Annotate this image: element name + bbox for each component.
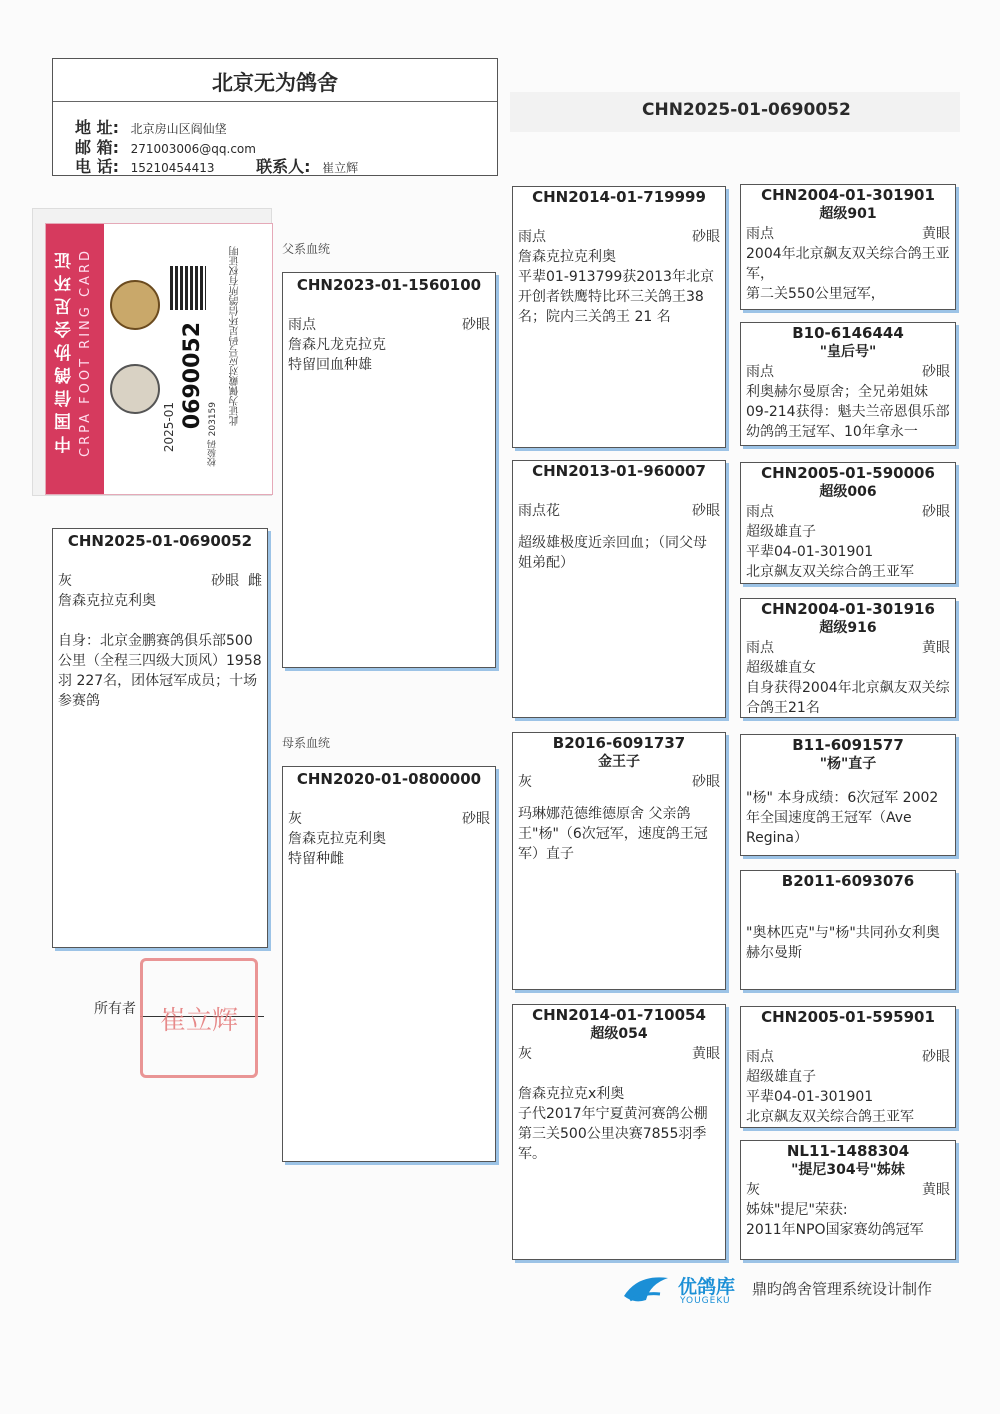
globe-icon bbox=[110, 364, 160, 414]
dss-notes: "杨" 本身成绩：6次冠军 2002年全国速度鸽王冠军（Ave Regina） bbox=[746, 790, 939, 846]
sdd-eye: 黄眼 bbox=[922, 640, 950, 656]
footer-brand-en: YOUGEKU bbox=[680, 1296, 731, 1306]
maternal-label: 母系血统 bbox=[282, 736, 331, 750]
dsd-notes: "奥林匹克"与"杨"共同孙女利奥赫尔曼斯 bbox=[746, 925, 940, 961]
address-label: 地 址: bbox=[75, 118, 119, 137]
dd-eye: 黄眼 bbox=[692, 1046, 720, 1062]
dds-color: 雨点 bbox=[746, 1049, 774, 1065]
ring-card-inner bbox=[45, 223, 273, 495]
sss-eye: 黄眼 bbox=[922, 226, 950, 242]
contact-label: 联系人: bbox=[256, 157, 311, 176]
sds-eye: 砂眼 bbox=[922, 504, 950, 520]
sire-dam-card bbox=[512, 460, 726, 718]
dss-ring: B11-6091577 bbox=[792, 736, 904, 754]
ring-card-serial: 校验码 203159 bbox=[208, 402, 218, 467]
sss-traits bbox=[741, 224, 955, 244]
ddd-traits bbox=[741, 1180, 955, 1200]
subject-strain: 詹森克拉克利奥 bbox=[58, 593, 156, 609]
dam-eye: 砂眼 bbox=[462, 811, 490, 827]
ss-notes: 詹森克拉克利奥 平辈01-913799获2013年北京开创者铁鹰特比环三关鸽王38名；院内三关鸽王 21 名 bbox=[518, 249, 714, 325]
sds-traits bbox=[741, 502, 955, 522]
sss-card bbox=[740, 184, 956, 310]
dam-sire-card bbox=[512, 732, 726, 990]
sdd-traits bbox=[741, 638, 955, 658]
address-value: 北京房山区阎仙垡 bbox=[130, 122, 227, 136]
paternal-label: 父系血统 bbox=[282, 242, 331, 256]
dds-ring: CHN2005-01-595901 bbox=[761, 1008, 935, 1026]
ring-card-org: 中国信鸽协会足环证 bbox=[55, 246, 75, 453]
ring-card-note: 此证为佩戴对应号码足环信鸽所有权证明 bbox=[230, 246, 241, 426]
dds-eye: 砂眼 bbox=[922, 1049, 950, 1065]
subject-card bbox=[52, 528, 268, 948]
sds-color: 雨点 bbox=[746, 504, 774, 520]
phone-line bbox=[75, 154, 358, 177]
dsd-ring: B2011-6093076 bbox=[781, 872, 915, 890]
sd-color: 雨点花 bbox=[518, 503, 560, 519]
subject-traits bbox=[53, 571, 267, 591]
sire-ring: CHN2023-01-1560100 bbox=[296, 276, 482, 294]
ds-name: 金王子 bbox=[598, 754, 640, 770]
ssd-traits bbox=[741, 362, 955, 382]
sds-notes: 超级雄直子 平辈04-01-301901 北京飙友双关综合鸽王亚军 bbox=[746, 524, 914, 580]
sire-card bbox=[282, 272, 496, 668]
sss-name: 超级901 bbox=[819, 206, 877, 222]
dsd-card bbox=[740, 870, 956, 990]
email-label: 邮 箱: bbox=[75, 138, 119, 157]
ds-eye: 砂眼 bbox=[692, 774, 720, 790]
subject-sex: 雌 bbox=[248, 573, 262, 589]
ddd-card bbox=[740, 1140, 956, 1260]
sdd-color: 雨点 bbox=[746, 640, 774, 656]
ring-card-number: 0690052 bbox=[180, 322, 205, 430]
dam-traits bbox=[283, 809, 495, 829]
sds-name: 超级006 bbox=[819, 484, 877, 500]
ssd-card bbox=[740, 322, 956, 446]
dd-name: 超级054 bbox=[590, 1026, 648, 1042]
ddd-ring: NL11-1488304 bbox=[786, 1142, 910, 1160]
email-value: 271003006@qq.com bbox=[130, 142, 256, 156]
owner-seal-stamp: 崔立辉 bbox=[140, 958, 258, 1078]
sss-notes: 2004年北京飙友双关综合鸽王亚军， 第二关550公里冠军， bbox=[746, 246, 950, 302]
dss-name: "杨"直子 bbox=[819, 756, 877, 772]
dd-ring: CHN2014-01-710054 bbox=[532, 1006, 706, 1024]
contact-value: 崔立辉 bbox=[322, 161, 359, 175]
sd-ring: CHN2013-01-960007 bbox=[532, 462, 706, 480]
dam-ring: CHN2020-01-0800000 bbox=[296, 770, 482, 788]
sire-color: 雨点 bbox=[288, 317, 316, 333]
dd-traits bbox=[513, 1044, 725, 1064]
ss-traits bbox=[513, 227, 725, 247]
crpa-logo-icon bbox=[110, 280, 160, 330]
dss-card bbox=[740, 734, 956, 856]
loft-info-card bbox=[52, 58, 498, 176]
ds-ring: B2016-6091737 bbox=[552, 734, 686, 752]
subject-color: 灰 bbox=[58, 573, 72, 589]
sd-traits bbox=[513, 501, 725, 521]
ds-color: 灰 bbox=[518, 774, 532, 790]
dam-color: 灰 bbox=[288, 811, 302, 827]
loft-name: 北京无为鸽舍 bbox=[212, 71, 338, 95]
ssd-color: 雨点 bbox=[746, 364, 774, 380]
sss-ring: CHN2004-01-301901 bbox=[761, 186, 935, 204]
subject-notes: 自身：北京金鹏赛鸽俱乐部500公里（全程三四级大顶风）1958羽 227名，团体冠军成员；十场参赛鸽 bbox=[58, 633, 262, 709]
sire-traits bbox=[283, 315, 495, 335]
ds-traits bbox=[513, 772, 725, 792]
dd-notes: 詹森克拉克x利奥 子代2017年宁夏黄河赛鸽公棚第三关500公里决赛7855羽季军。 bbox=[518, 1086, 708, 1162]
ssd-name: "皇后号" bbox=[819, 344, 877, 360]
main-ring-number: CHN2025-01-0690052 bbox=[642, 100, 851, 120]
subject-eye: 砂眼 bbox=[211, 573, 240, 589]
ring-card-year: 2025-01 bbox=[162, 402, 176, 453]
ddd-name: "提尼304号"姊妹 bbox=[791, 1162, 905, 1178]
sire-sire-card bbox=[512, 186, 726, 448]
sds-card bbox=[740, 462, 956, 584]
sss-color: 雨点 bbox=[746, 226, 774, 242]
ssd-ring: B10-6146444 bbox=[792, 324, 904, 342]
dds-card bbox=[740, 1006, 956, 1128]
subject-ring: CHN2025-01-0690052 bbox=[67, 532, 253, 550]
dam-card bbox=[282, 766, 496, 1162]
sdd-card bbox=[740, 598, 956, 718]
ss-color: 雨点 bbox=[518, 229, 546, 245]
sd-notes: 超级雄极度近亲回血；（同父母姐弟配） bbox=[518, 535, 707, 571]
ring-card-org-en: CRPA FOOT RING CARD bbox=[78, 248, 93, 457]
footer-brand: 优鸽库 bbox=[678, 1276, 736, 1298]
footer-credit: 鼎昀鸽舍管理系统设计制作 bbox=[752, 1280, 933, 1298]
ddd-notes: 姊妹"提尼"荣获: 2011年NPO国家赛幼鸽冠军 bbox=[746, 1202, 924, 1238]
phone-label: 电 话: bbox=[75, 157, 119, 176]
ssd-notes: 利奥赫尔曼原舍；全兄弟姐妹09-214获得：魁夫兰帝恩俱乐部幼鸽鸽王冠军、10年拿永一 bbox=[746, 384, 950, 440]
sd-eye: 砂眼 bbox=[692, 503, 720, 519]
sire-notes: 詹森凡龙克拉克 特留回血种雄 bbox=[288, 337, 386, 373]
sds-ring: CHN2005-01-590006 bbox=[761, 464, 935, 482]
ddd-color: 灰 bbox=[746, 1182, 760, 1198]
ring-card bbox=[32, 208, 272, 496]
ddd-eye: 黄眼 bbox=[922, 1182, 950, 1198]
divider bbox=[53, 101, 497, 102]
ds-notes: 玛琳娜范德维德原舍 父亲鸽王"杨"（6次冠军，速度鸽王冠军）直子 bbox=[518, 806, 708, 862]
ssd-eye: 砂眼 bbox=[922, 364, 950, 380]
dds-traits bbox=[741, 1047, 955, 1067]
dd-color: 灰 bbox=[518, 1046, 532, 1062]
qr-code-icon bbox=[170, 266, 206, 310]
owner-label: 所有者 bbox=[94, 1001, 136, 1017]
sdd-name: 超级916 bbox=[819, 620, 877, 636]
dds-notes: 超级雄直子 平辈04-01-301901 北京飙友双关综合鸽王亚军 bbox=[746, 1069, 914, 1125]
yougeku-logo-icon bbox=[620, 1270, 672, 1306]
dam-notes: 詹森克拉克利奥 特留种雌 bbox=[288, 831, 386, 867]
phone-value: 15210454413 bbox=[130, 161, 215, 175]
dam-dam-card bbox=[512, 1004, 726, 1260]
sdd-notes: 超级雄直女 自身获得2004年北京飙友双关综合鸽王21名 bbox=[746, 660, 950, 716]
sire-eye: 砂眼 bbox=[462, 317, 490, 333]
ss-ring: CHN2014-01-719999 bbox=[532, 188, 706, 206]
sdd-ring: CHN2004-01-301916 bbox=[761, 600, 935, 618]
ss-eye: 砂眼 bbox=[692, 229, 720, 245]
